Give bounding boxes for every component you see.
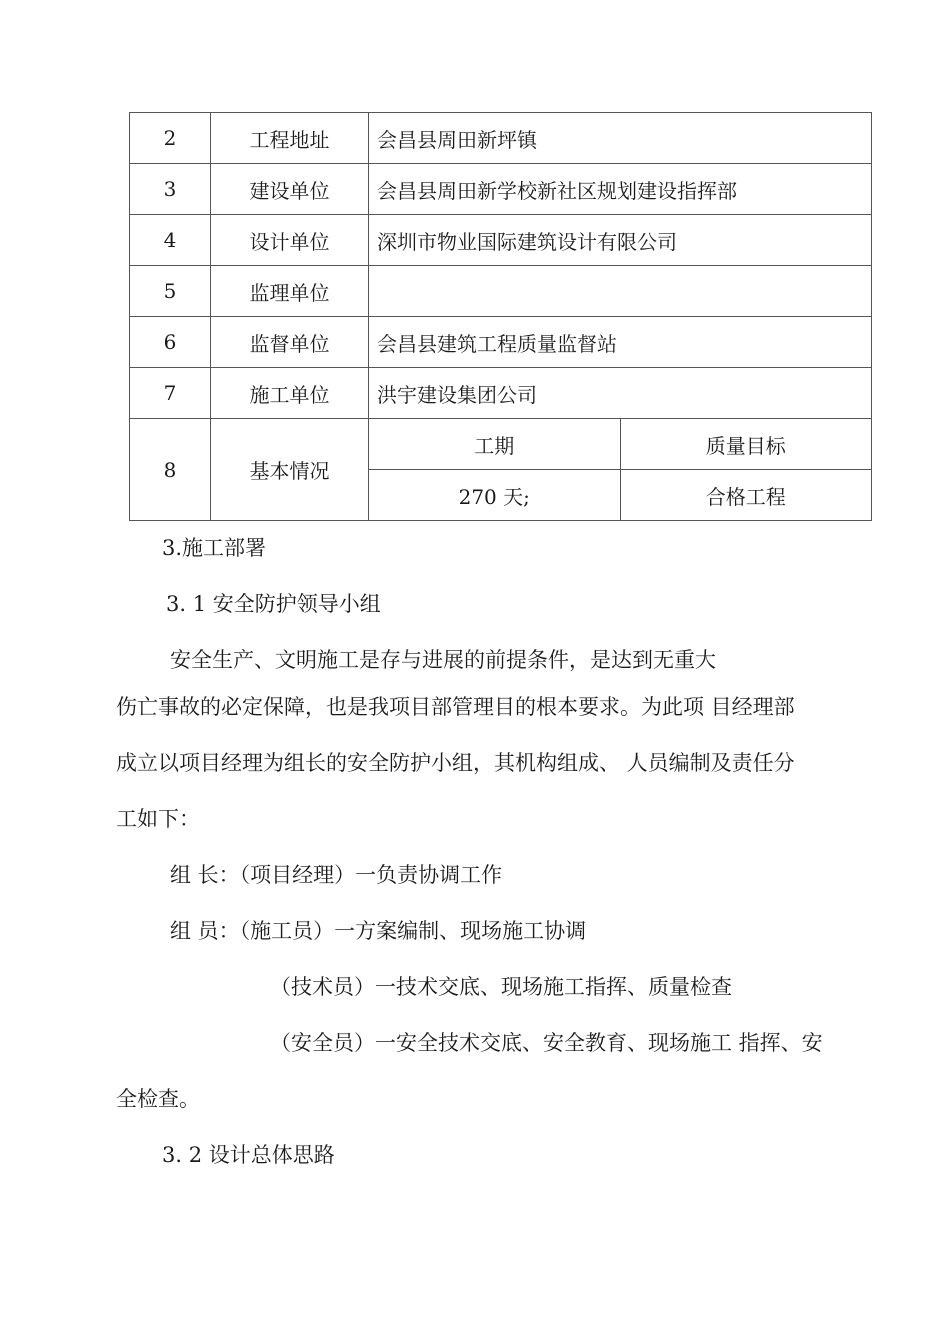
- team-member-line: （技术员）一技术交底、现场施工指挥、质量检查: [270, 975, 732, 999]
- table-row: [130, 419, 872, 470]
- subsection-heading: 3. 1 安全防护领导小组: [166, 592, 381, 616]
- row-value: 会昌县周田新坪镇: [369, 113, 872, 164]
- team-member-line: 全检查。: [116, 1087, 200, 1111]
- table-row: [130, 266, 872, 317]
- row-number: 7: [130, 368, 211, 419]
- row-number: 5: [130, 266, 211, 317]
- row-value: 洪宇建设集团公司: [369, 368, 872, 419]
- row-item: 监督单位: [211, 317, 369, 368]
- paragraph-line: 伤亡事故的必定保障，也是我项目部管理目的根本要求。为此项 目经理部: [116, 695, 795, 719]
- subsection-heading: 3. 2 设计总体思路: [162, 1143, 335, 1167]
- table-row: [130, 113, 872, 164]
- row-value: 会昌县建筑工程质量监督站: [369, 317, 872, 368]
- quality-header: 质量目标: [620, 419, 872, 470]
- table-row: [130, 317, 872, 368]
- section-heading: 3.施工部署: [162, 536, 267, 560]
- team-member-line: 组 员：（施工员）一方案编制、现场施工协调: [170, 919, 587, 943]
- row-value: 会昌县周田新学校新社区规划建设指挥部: [369, 164, 872, 215]
- row-number: 8: [130, 419, 211, 521]
- team-member-line: （安全员）一安全技术交底、安全教育、现场施工 指挥、安: [270, 1031, 823, 1055]
- table-row: [130, 215, 872, 266]
- row-item: 基本情况: [211, 419, 369, 521]
- table-row: [130, 368, 872, 419]
- project-info-table: [129, 112, 872, 521]
- row-value: 深圳市物业国际建筑设计有限公司: [369, 215, 872, 266]
- duration-header: 工期: [369, 419, 621, 470]
- row-number: 4: [130, 215, 211, 266]
- paragraph-line: 安全生产、文明施工是存与进展的前提条件，是达到无重大: [170, 648, 716, 672]
- row-number: 3: [130, 164, 211, 215]
- quality-value: 合格工程: [620, 470, 872, 521]
- row-item: 监理单位: [211, 266, 369, 317]
- duration-value: 270 天;: [369, 470, 621, 521]
- row-item: 设计单位: [211, 215, 369, 266]
- row-number: 2: [130, 113, 211, 164]
- row-item: 施工单位: [211, 368, 369, 419]
- row-item: 建设单位: [211, 164, 369, 215]
- team-leader-line: 组 长：（项目经理）一负责协调工作: [170, 863, 503, 887]
- row-number: 6: [130, 317, 211, 368]
- paragraph-line: 成立以项目经理为组长的安全防护小组，其机构组成、 人员编制及责任分: [116, 751, 795, 775]
- table-row: [130, 164, 872, 215]
- row-value: [369, 266, 872, 317]
- row-item: 工程地址: [211, 113, 369, 164]
- paragraph-line: 工如下：: [116, 807, 200, 831]
